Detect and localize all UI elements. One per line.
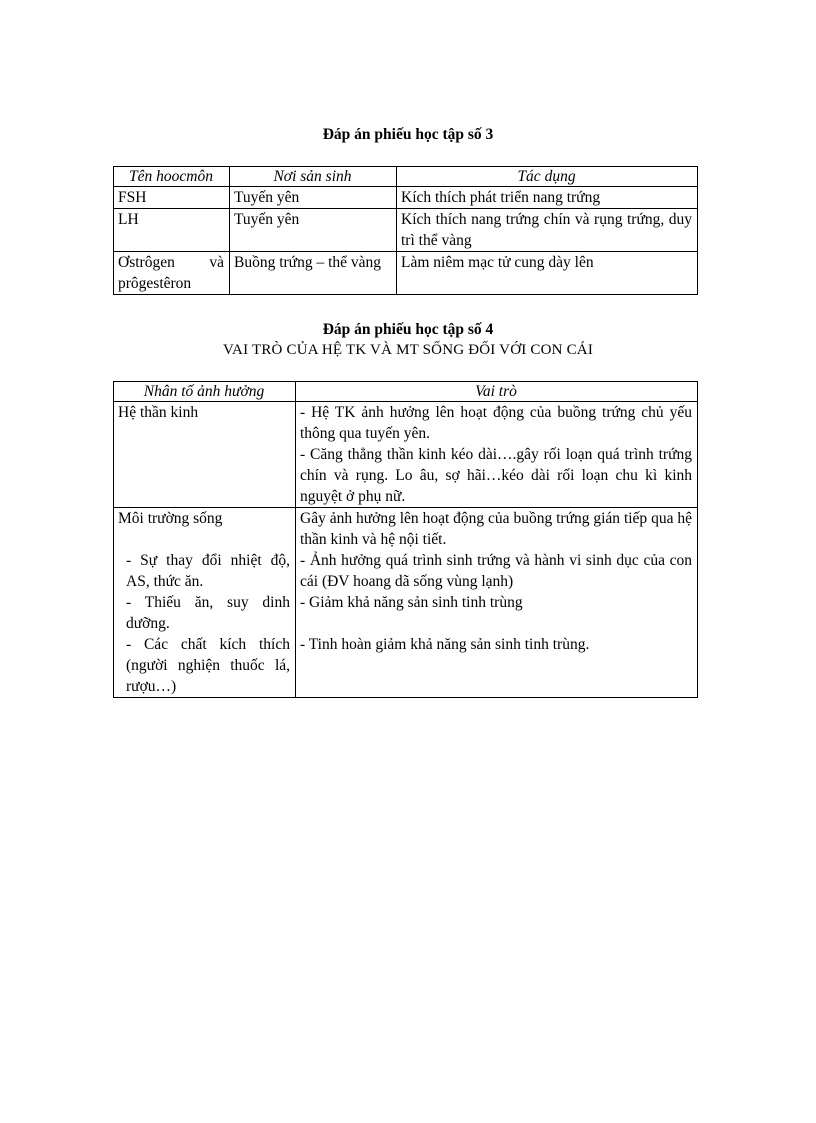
factor-role-table bbox=[113, 381, 698, 698]
spacer bbox=[118, 529, 290, 550]
role-paragraph: - Hệ TK ảnh hưởng lên hoạt động của buồng trứng chủ yếu thông qua tuyến yên. bbox=[300, 404, 692, 442]
effect-cell: Kích thích nang trứng chín và rụng trứng, duy trì thể vàng bbox=[397, 209, 698, 252]
subfactor-item: - Các chất kích thích (người nghiện thuốc lá, rượu…) bbox=[126, 636, 290, 695]
spacer bbox=[300, 613, 692, 634]
header-hormone-name: Tên hoocmôn bbox=[114, 167, 230, 187]
effect-cell: Kích thích phát triển nang trứng bbox=[397, 187, 698, 209]
header-source: Nơi sản sinh bbox=[230, 167, 397, 187]
source-cell: Tuyến yên bbox=[230, 209, 397, 252]
role-paragraph: - Ảnh hưởng quá trình sinh trứng và hành vi sinh dục của con cái (ĐV hoang dã sống vùng lạnh) bbox=[300, 552, 692, 590]
table-row bbox=[114, 252, 698, 295]
header-factor: Nhân tố ảnh hưởng bbox=[114, 382, 296, 402]
subfactor-item: - Thiếu ăn, suy dinh dưỡng. bbox=[126, 594, 290, 632]
table-row bbox=[114, 187, 698, 209]
role-paragraph: Gây ảnh hưởng lên hoạt động của buồng trứng gián tiếp qua hệ thần kinh và hệ nội tiết. bbox=[300, 510, 692, 548]
role-paragraph: - Căng thẳng thần kinh kéo dài….gây rối loạn quá trình trứng chín và rụng. Lo âu, sợ hãi…kéo dài rối loạn chu kì kinh nguyệt ở phụ nữ. bbox=[300, 446, 692, 505]
hormone-cell: FSH bbox=[114, 187, 230, 209]
table-header-row bbox=[114, 167, 698, 187]
subfactor-item: - Sự thay đổi nhiệt độ, AS, thức ăn. bbox=[126, 552, 290, 590]
hormone-table bbox=[113, 166, 698, 295]
role-paragraph: - Giảm khả năng sản sinh tinh trùng bbox=[300, 594, 523, 611]
role-paragraph: - Tinh hoàn giảm khả năng sản sinh tinh trùng. bbox=[300, 636, 590, 653]
role-cell bbox=[296, 402, 698, 508]
section-4-title: Đáp án phiếu học tập số 4 bbox=[322, 321, 494, 338]
hormone-cell: Ơstrôgen và prôgestêron bbox=[114, 252, 230, 295]
section-3-title: Đáp án phiếu học tập số 3 bbox=[322, 126, 494, 143]
factor-cell: Hệ thần kinh bbox=[114, 402, 296, 508]
source-cell: Buồng trứng – thể vàng bbox=[230, 252, 397, 295]
table-header-row bbox=[114, 382, 698, 402]
section-4-subtitle: VAI TRÒ CỦA HỆ TK VÀ MT SỐNG ĐỐI VỚI CON CÁI bbox=[222, 342, 594, 358]
table-row bbox=[114, 508, 698, 698]
table-row bbox=[114, 209, 698, 252]
table-row bbox=[114, 402, 698, 508]
header-role: Vai trò bbox=[296, 382, 698, 402]
header-effect: Tác dụng bbox=[397, 167, 698, 187]
effect-cell: Làm niêm mạc tử cung dày lên bbox=[397, 252, 698, 295]
source-cell: Tuyến yên bbox=[230, 187, 397, 209]
factor-cell bbox=[114, 508, 296, 698]
hormone-cell: LH bbox=[114, 209, 230, 252]
role-cell bbox=[296, 508, 698, 698]
factor-label: Môi trường sống bbox=[118, 510, 223, 527]
